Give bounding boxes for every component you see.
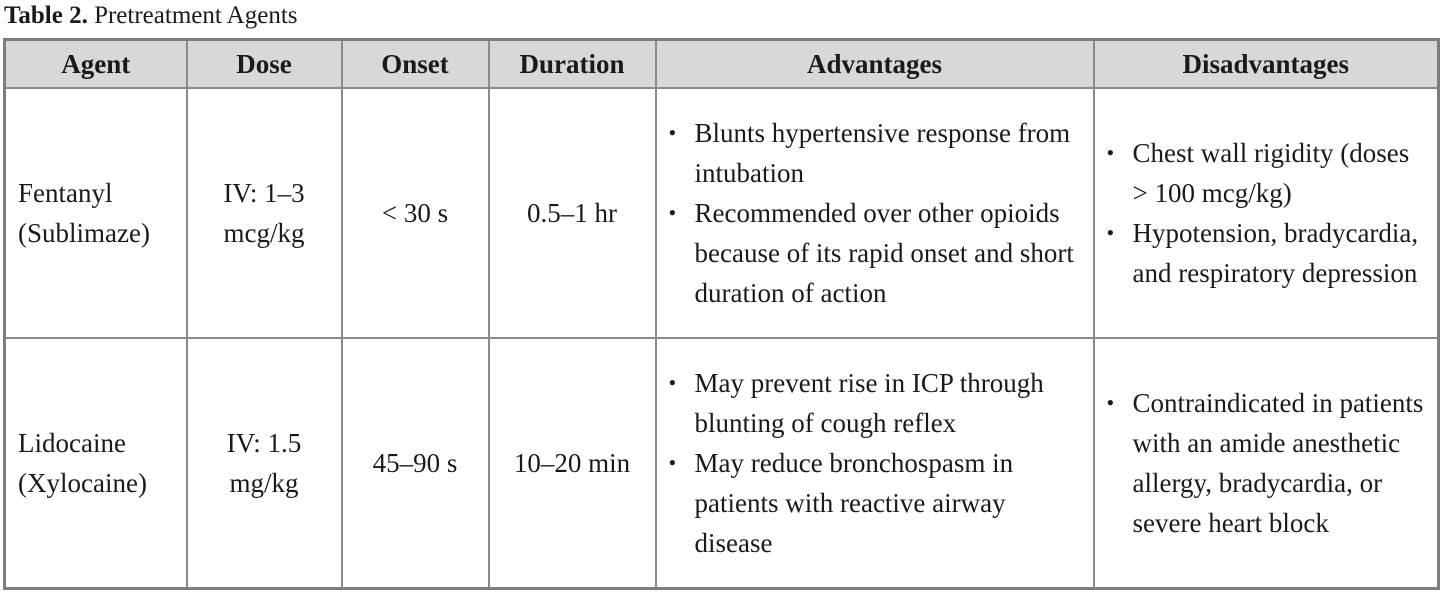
agent-cell — [5, 338, 187, 588]
table-header-row — [5, 40, 1439, 89]
agent-brand-name: (Xylocaine) — [18, 468, 147, 499]
advantages-list — [667, 113, 1083, 313]
disadvantages-cell — [1094, 88, 1439, 338]
dose-unit: mg/kg — [229, 468, 299, 499]
dose-cell — [187, 338, 342, 588]
onset-cell: 45–90 s — [342, 338, 489, 588]
list-item: • Recommended over other opioids because of its rapid onset and short duration of action — [667, 193, 1083, 313]
agent-name: Lidocaine — [18, 428, 126, 459]
onset-cell: < 30 s — [342, 88, 489, 338]
table-row-fentanyl — [5, 88, 1439, 338]
column-header-duration: Duration — [489, 40, 656, 89]
agent-cell — [5, 88, 187, 338]
table-row-lidocaine — [5, 338, 1439, 588]
table-caption — [4, 1, 298, 31]
column-header-agent: Agent — [5, 40, 187, 89]
dose-route-amount: IV: 1–3 — [223, 178, 305, 209]
list-item: • Hypotension, bradycardia, and respiratory depression — [1105, 213, 1428, 293]
advantages-list — [667, 363, 1083, 563]
agent-brand-name: (Sublimaze) — [18, 218, 150, 249]
advantages-cell — [656, 88, 1094, 338]
advantages-cell — [656, 338, 1094, 588]
list-item: • May reduce bronchospasm in patients with reactive airway disease — [667, 443, 1083, 563]
duration-cell: 10–20 min — [489, 338, 656, 588]
column-header-dose: Dose — [187, 40, 342, 89]
agent-name: Fentanyl — [18, 178, 113, 209]
disadvantages-cell — [1094, 338, 1439, 588]
column-header-onset: Onset — [342, 40, 489, 89]
disadvantages-list — [1105, 133, 1428, 293]
list-item: • Chest wall rigidity (doses > 100 mcg/kg) — [1105, 133, 1428, 213]
column-header-disadvantages: Disadvantages — [1094, 40, 1439, 89]
list-item: • May prevent rise in ICP through blunting of cough reflex — [667, 363, 1083, 443]
pretreatment-agents-table — [3, 38, 1440, 590]
list-item: • Blunts hypertensive response from intubation — [667, 113, 1083, 193]
dose-route-amount: IV: 1.5 — [226, 428, 302, 459]
table-title: Pretreatment Agents — [94, 2, 298, 29]
dose-cell — [187, 88, 342, 338]
dose-unit: mcg/kg — [223, 218, 305, 249]
duration-cell: 0.5–1 hr — [489, 88, 656, 338]
list-item: • Contraindicated in patients with an amide anesthetic allergy, bradycardia, or severe heart block — [1105, 383, 1428, 543]
disadvantages-list — [1105, 383, 1428, 543]
table-number: Table 2. — [4, 2, 88, 29]
column-header-advantages: Advantages — [656, 40, 1094, 89]
